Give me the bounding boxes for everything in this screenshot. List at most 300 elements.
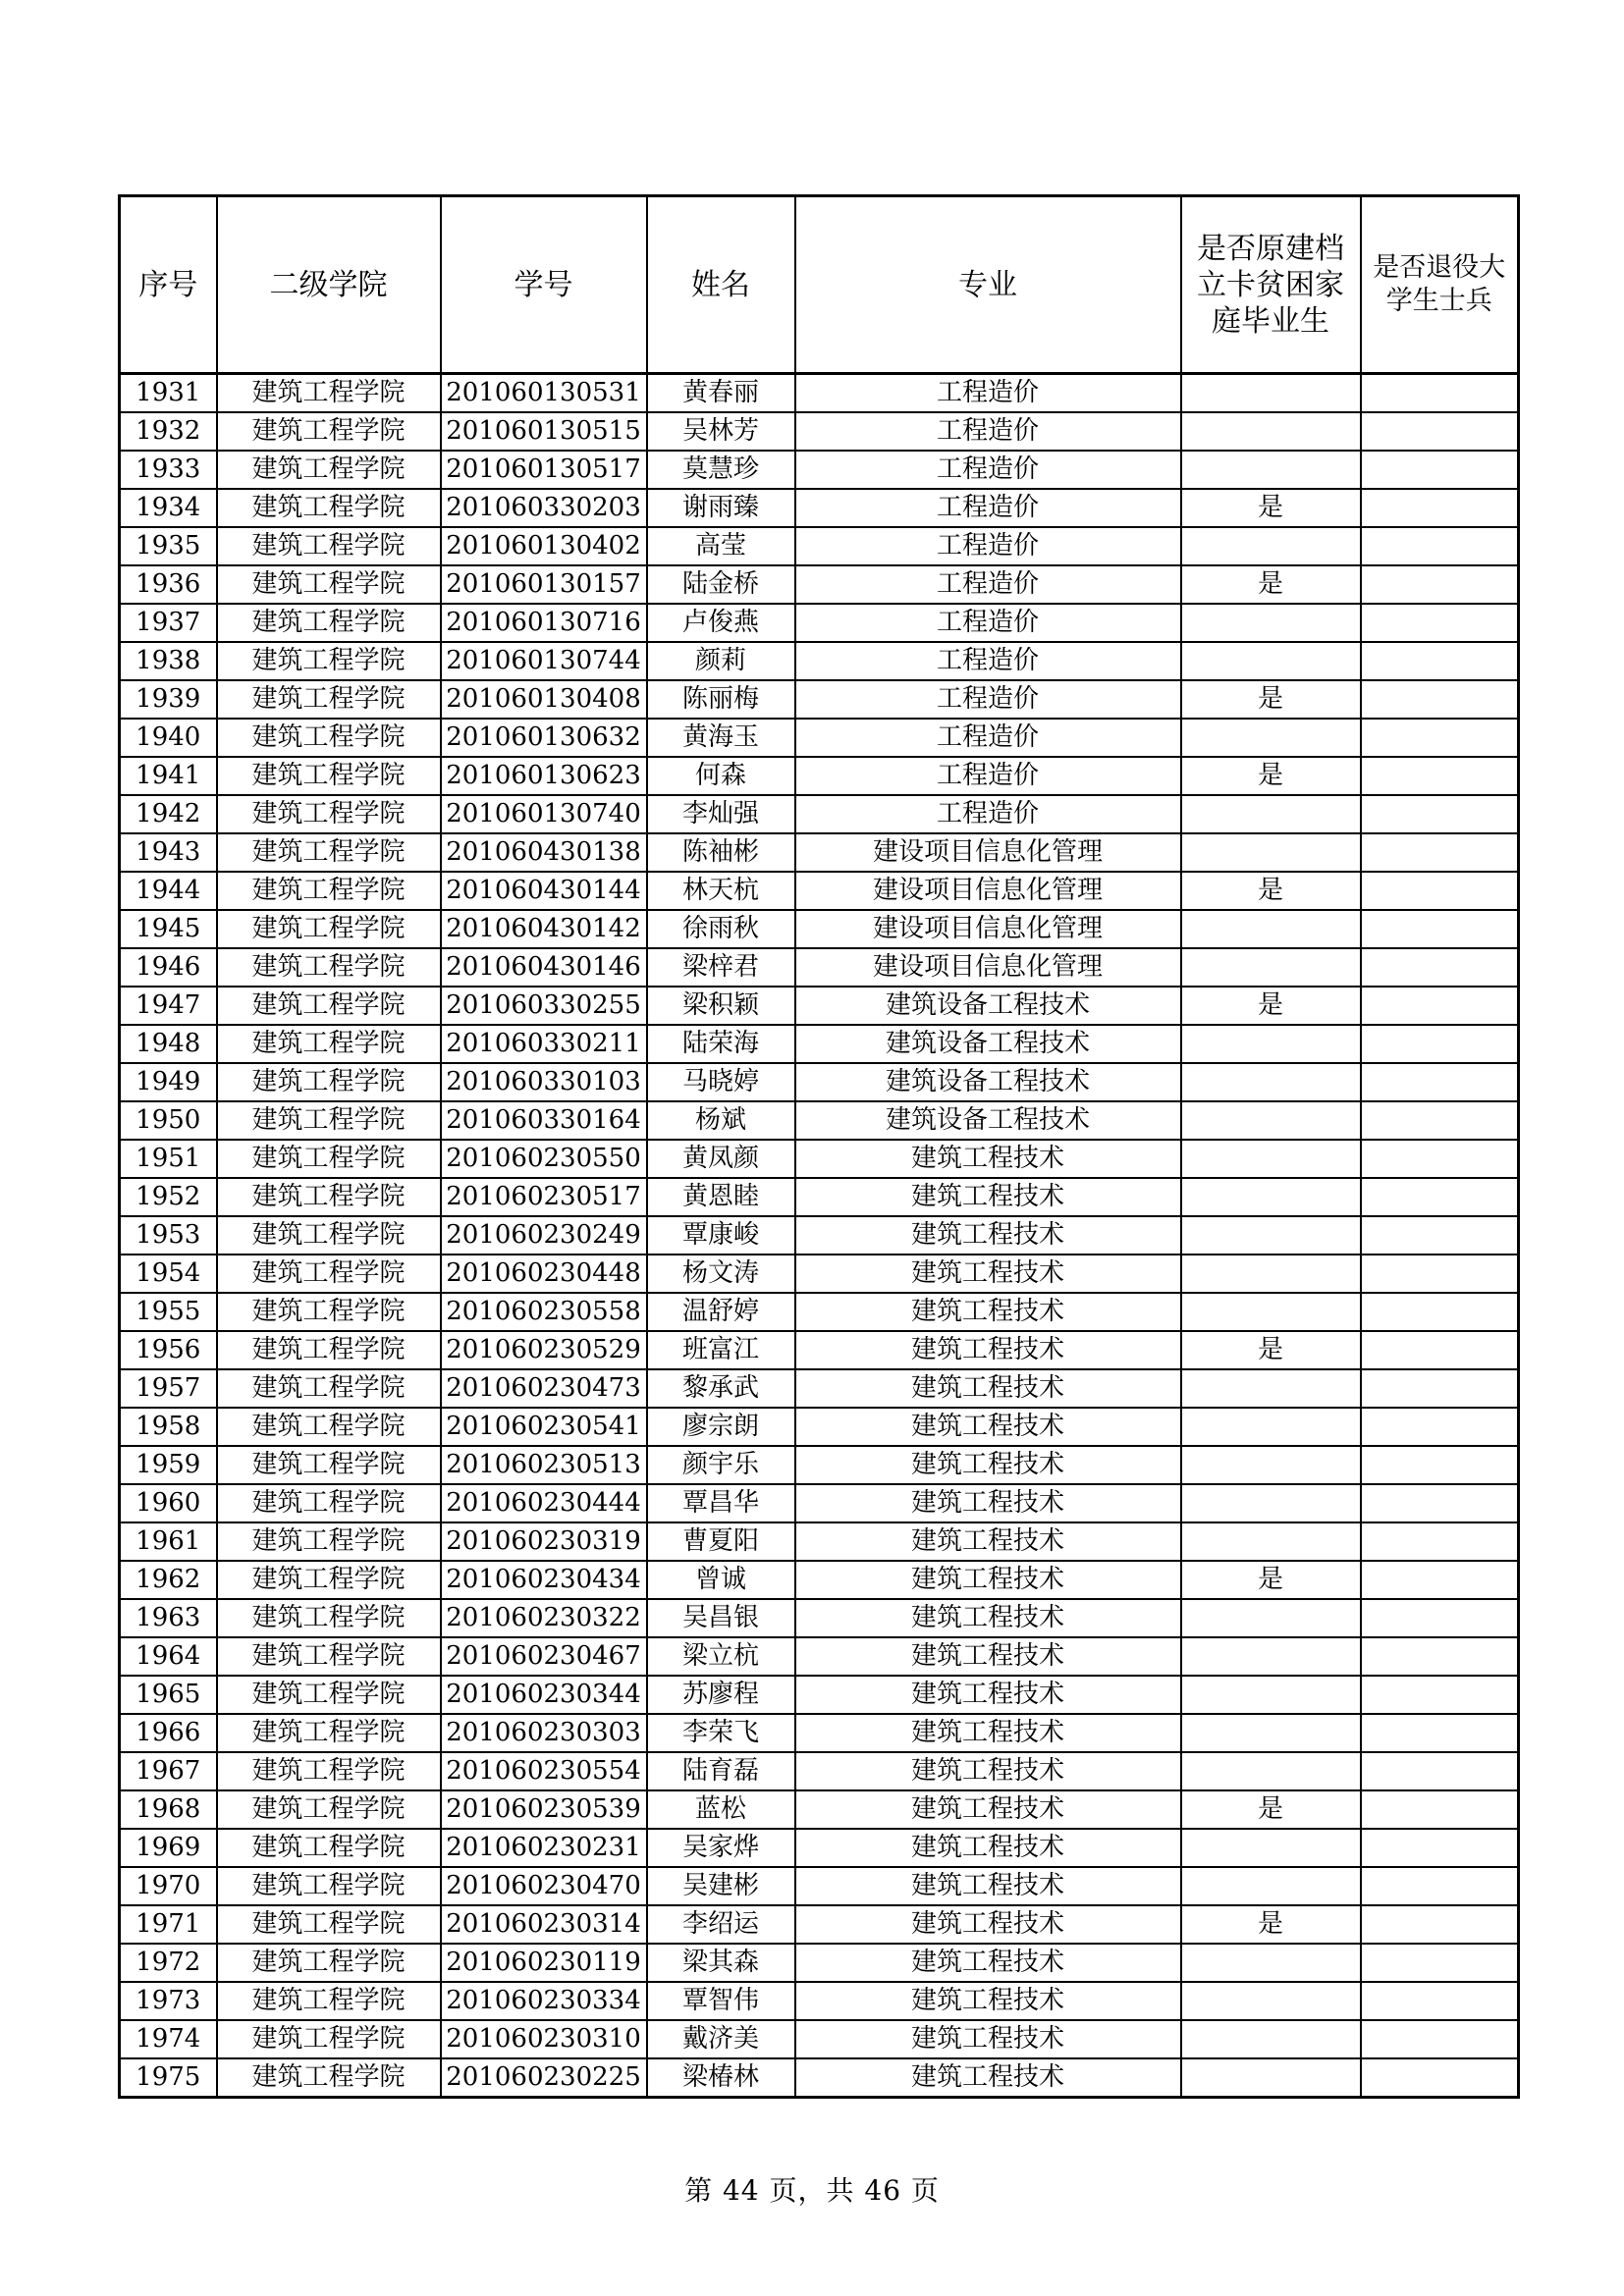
cell-college: 建筑工程学院	[217, 2020, 441, 2058]
cell-major: 建筑工程技术	[795, 1484, 1181, 1522]
cell-name: 梁椿林	[647, 2058, 795, 2098]
cell-poverty-status	[1181, 1637, 1361, 1676]
cell-college: 建筑工程学院	[217, 451, 441, 489]
cell-college: 建筑工程学院	[217, 374, 441, 413]
cell-name: 李绍运	[647, 1905, 795, 1944]
table-row	[120, 565, 1519, 604]
cell-student-id: 201060230513	[441, 1446, 647, 1484]
cell-veteran-status	[1361, 1255, 1519, 1293]
cell-seq: 1951	[120, 1140, 217, 1178]
cell-college: 建筑工程学院	[217, 1140, 441, 1178]
cell-name: 杨文涛	[647, 1255, 795, 1293]
cell-name: 戴济美	[647, 2020, 795, 2058]
cell-seq: 1966	[120, 1714, 217, 1752]
cell-major: 建筑工程技术	[795, 1637, 1181, 1676]
cell-name: 高莹	[647, 527, 795, 565]
cell-college: 建筑工程学院	[217, 1293, 441, 1331]
cell-poverty-status	[1181, 1676, 1361, 1714]
cell-name: 覃康峻	[647, 1216, 795, 1255]
cell-college: 建筑工程学院	[217, 872, 441, 910]
table-row	[120, 757, 1519, 795]
cell-poverty-status	[1181, 1944, 1361, 1982]
cell-college: 建筑工程学院	[217, 1637, 441, 1676]
cell-seq: 1946	[120, 948, 217, 987]
cell-veteran-status	[1361, 910, 1519, 948]
cell-student-id: 201060430146	[441, 948, 647, 987]
cell-student-id: 201060230303	[441, 1714, 647, 1752]
cell-veteran-status	[1361, 987, 1519, 1025]
cell-poverty-status	[1181, 1446, 1361, 1484]
cell-poverty-status	[1181, 451, 1361, 489]
cell-veteran-status	[1361, 412, 1519, 451]
cell-student-id: 201060230529	[441, 1331, 647, 1369]
cell-seq: 1942	[120, 795, 217, 833]
cell-name: 马晓婷	[647, 1063, 795, 1101]
cell-poverty-status	[1181, 719, 1361, 757]
cell-name: 黄凤颜	[647, 1140, 795, 1178]
cell-college: 建筑工程学院	[217, 1101, 441, 1140]
cell-seq: 1971	[120, 1905, 217, 1944]
cell-college: 建筑工程学院	[217, 1829, 441, 1867]
cell-veteran-status	[1361, 833, 1519, 872]
cell-name: 颜莉	[647, 642, 795, 680]
cell-seq: 1967	[120, 1752, 217, 1790]
cell-veteran-status	[1361, 1025, 1519, 1063]
cell-major: 建筑设备工程技术	[795, 1101, 1181, 1140]
cell-major: 建筑工程技术	[795, 1293, 1181, 1331]
cell-major: 建筑工程技术	[795, 1331, 1181, 1369]
cell-poverty-status	[1181, 1714, 1361, 1752]
cell-seq: 1936	[120, 565, 217, 604]
cell-poverty-status	[1181, 1063, 1361, 1101]
table-row	[120, 872, 1519, 910]
cell-name: 陆荣海	[647, 1025, 795, 1063]
table-row	[120, 1484, 1519, 1522]
cell-student-id: 201060230473	[441, 1369, 647, 1408]
cell-college: 建筑工程学院	[217, 1867, 441, 1905]
cell-name: 陈袖彬	[647, 833, 795, 872]
table-row	[120, 527, 1519, 565]
cell-name: 黄恩睦	[647, 1178, 795, 1216]
table-row	[120, 1752, 1519, 1790]
cell-college: 建筑工程学院	[217, 1178, 441, 1216]
table-row	[120, 451, 1519, 489]
cell-poverty-status	[1181, 2020, 1361, 2058]
cell-name: 陆金桥	[647, 565, 795, 604]
cell-college: 建筑工程学院	[217, 1752, 441, 1790]
cell-name: 曾诚	[647, 1561, 795, 1599]
cell-major: 工程造价	[795, 489, 1181, 527]
cell-major: 工程造价	[795, 719, 1181, 757]
cell-seq: 1953	[120, 1216, 217, 1255]
cell-major: 建筑工程技术	[795, 1944, 1181, 1982]
table-body	[120, 374, 1519, 2098]
table-row	[120, 1829, 1519, 1867]
cell-student-id: 201060230541	[441, 1408, 647, 1446]
cell-veteran-status	[1361, 795, 1519, 833]
header-name: 姓名	[647, 196, 795, 374]
cell-seq: 1954	[120, 1255, 217, 1293]
table-row	[120, 1637, 1519, 1676]
cell-poverty-status	[1181, 833, 1361, 872]
page-number: 第 44 页，共 46 页	[684, 2174, 940, 2207]
cell-poverty-status: 是	[1181, 489, 1361, 527]
table-row	[120, 719, 1519, 757]
cell-college: 建筑工程学院	[217, 910, 441, 948]
cell-college: 建筑工程学院	[217, 489, 441, 527]
cell-name: 陆育磊	[647, 1752, 795, 1790]
cell-seq: 1938	[120, 642, 217, 680]
cell-name: 黄春丽	[647, 374, 795, 413]
cell-seq: 1968	[120, 1790, 217, 1829]
table-row	[120, 489, 1519, 527]
cell-poverty-status	[1181, 1025, 1361, 1063]
cell-major: 工程造价	[795, 604, 1181, 642]
cell-poverty-status: 是	[1181, 565, 1361, 604]
cell-college: 建筑工程学院	[217, 1255, 441, 1293]
cell-college: 建筑工程学院	[217, 1331, 441, 1369]
cell-name: 梁立杭	[647, 1637, 795, 1676]
cell-veteran-status	[1361, 1714, 1519, 1752]
cell-veteran-status	[1361, 1446, 1519, 1484]
table-row	[120, 1331, 1519, 1369]
table-row	[120, 1293, 1519, 1331]
cell-student-id: 201060230249	[441, 1216, 647, 1255]
cell-student-id: 201060130716	[441, 604, 647, 642]
cell-major: 建筑工程技术	[795, 1369, 1181, 1408]
cell-major: 建设项目信息化管理	[795, 948, 1181, 987]
cell-poverty-status	[1181, 1752, 1361, 1790]
cell-college: 建筑工程学院	[217, 719, 441, 757]
table-row	[120, 1867, 1519, 1905]
cell-student-id: 201060130157	[441, 565, 647, 604]
cell-seq: 1945	[120, 910, 217, 948]
cell-major: 工程造价	[795, 642, 1181, 680]
cell-name: 吴昌银	[647, 1599, 795, 1637]
table-row	[120, 1905, 1519, 1944]
cell-seq: 1970	[120, 1867, 217, 1905]
cell-veteran-status	[1361, 1408, 1519, 1446]
cell-major: 建筑工程技术	[795, 1216, 1181, 1255]
cell-veteran-status	[1361, 719, 1519, 757]
header-college: 二级学院	[217, 196, 441, 374]
header-seq: 序号	[120, 196, 217, 374]
table-row	[120, 1255, 1519, 1293]
cell-poverty-status	[1181, 1369, 1361, 1408]
table-row	[120, 1408, 1519, 1446]
cell-poverty-status	[1181, 795, 1361, 833]
cell-major: 建筑工程技术	[795, 1408, 1181, 1446]
cell-name: 谢雨臻	[647, 489, 795, 527]
cell-seq: 1932	[120, 412, 217, 451]
cell-poverty-status: 是	[1181, 680, 1361, 719]
cell-college: 建筑工程学院	[217, 1369, 441, 1408]
cell-veteran-status	[1361, 1561, 1519, 1599]
cell-student-id: 201060230314	[441, 1905, 647, 1944]
cell-college: 建筑工程学院	[217, 1905, 441, 1944]
cell-major: 建筑工程技术	[795, 1714, 1181, 1752]
table-row	[120, 1369, 1519, 1408]
cell-student-id: 201060230322	[441, 1599, 647, 1637]
cell-seq: 1940	[120, 719, 217, 757]
cell-name: 李荣飞	[647, 1714, 795, 1752]
table-row	[120, 1025, 1519, 1063]
cell-veteran-status	[1361, 680, 1519, 719]
cell-student-id: 201060430138	[441, 833, 647, 872]
cell-student-id: 201060230119	[441, 1944, 647, 1982]
cell-veteran-status	[1361, 1331, 1519, 1369]
cell-name: 何森	[647, 757, 795, 795]
cell-seq: 1969	[120, 1829, 217, 1867]
cell-major: 工程造价	[795, 680, 1181, 719]
cell-major: 建筑工程技术	[795, 1561, 1181, 1599]
cell-college: 建筑工程学院	[217, 1790, 441, 1829]
table-row	[120, 604, 1519, 642]
cell-poverty-status: 是	[1181, 987, 1361, 1025]
cell-seq: 1931	[120, 374, 217, 413]
cell-poverty-status	[1181, 604, 1361, 642]
cell-veteran-status	[1361, 2020, 1519, 2058]
cell-veteran-status	[1361, 565, 1519, 604]
cell-college: 建筑工程学院	[217, 1676, 441, 1714]
cell-name: 徐雨秋	[647, 910, 795, 948]
cell-name: 颜宇乐	[647, 1446, 795, 1484]
cell-name: 吴建彬	[647, 1867, 795, 1905]
cell-veteran-status	[1361, 2058, 1519, 2098]
cell-major: 建筑工程技术	[795, 1140, 1181, 1178]
cell-veteran-status	[1361, 757, 1519, 795]
header-student-id: 学号	[441, 196, 647, 374]
cell-major: 工程造价	[795, 527, 1181, 565]
cell-college: 建筑工程学院	[217, 1944, 441, 1982]
cell-student-id: 201060230539	[441, 1790, 647, 1829]
cell-major: 建筑工程技术	[795, 1982, 1181, 2020]
cell-name: 卢俊燕	[647, 604, 795, 642]
cell-major: 建筑设备工程技术	[795, 987, 1181, 1025]
cell-student-id: 201060230517	[441, 1178, 647, 1216]
cell-name: 覃昌华	[647, 1484, 795, 1522]
cell-veteran-status	[1361, 1140, 1519, 1178]
cell-college: 建筑工程学院	[217, 412, 441, 451]
cell-college: 建筑工程学院	[217, 795, 441, 833]
cell-veteran-status	[1361, 1790, 1519, 1829]
cell-name: 林天杭	[647, 872, 795, 910]
cell-major: 工程造价	[795, 757, 1181, 795]
table-row	[120, 1178, 1519, 1216]
table-row	[120, 1599, 1519, 1637]
cell-seq: 1937	[120, 604, 217, 642]
cell-veteran-status	[1361, 1369, 1519, 1408]
cell-poverty-status	[1181, 1599, 1361, 1637]
cell-name: 廖宗朗	[647, 1408, 795, 1446]
cell-college: 建筑工程学院	[217, 2058, 441, 2098]
cell-student-id: 201060230558	[441, 1293, 647, 1331]
cell-student-id: 201060130531	[441, 374, 647, 413]
cell-college: 建筑工程学院	[217, 604, 441, 642]
cell-student-id: 201060330211	[441, 1025, 647, 1063]
cell-poverty-status	[1181, 527, 1361, 565]
cell-name: 黄海玉	[647, 719, 795, 757]
table-row	[120, 680, 1519, 719]
header-veteran-status: 是否退役大学生士兵	[1361, 196, 1519, 374]
header-row	[120, 196, 1519, 374]
table-header	[120, 196, 1519, 374]
cell-student-id: 201060330103	[441, 1063, 647, 1101]
cell-major: 工程造价	[795, 795, 1181, 833]
cell-poverty-status	[1181, 1408, 1361, 1446]
cell-poverty-status	[1181, 1255, 1361, 1293]
table-row	[120, 2020, 1519, 2058]
cell-student-id: 201060230448	[441, 1255, 647, 1293]
cell-name: 梁梓君	[647, 948, 795, 987]
cell-veteran-status	[1361, 1752, 1519, 1790]
cell-student-id: 201060130408	[441, 680, 647, 719]
table-row	[120, 374, 1519, 413]
table-row	[120, 987, 1519, 1025]
cell-poverty-status	[1181, 1140, 1361, 1178]
cell-major: 建筑工程技术	[795, 1829, 1181, 1867]
cell-major: 建筑工程技术	[795, 1255, 1181, 1293]
cell-college: 建筑工程学院	[217, 757, 441, 795]
table-row	[120, 1790, 1519, 1829]
cell-major: 建筑工程技术	[795, 1676, 1181, 1714]
cell-seq: 1933	[120, 451, 217, 489]
table-row	[120, 1982, 1519, 2020]
cell-student-id: 201060130402	[441, 527, 647, 565]
roster-table	[118, 194, 1520, 2099]
cell-veteran-status	[1361, 489, 1519, 527]
cell-veteran-status	[1361, 1216, 1519, 1255]
cell-poverty-status	[1181, 948, 1361, 987]
cell-major: 工程造价	[795, 412, 1181, 451]
cell-seq: 1959	[120, 1446, 217, 1484]
table-row	[120, 1216, 1519, 1255]
table-row	[120, 412, 1519, 451]
table-row	[120, 1714, 1519, 1752]
cell-seq: 1952	[120, 1178, 217, 1216]
cell-major: 建筑工程技术	[795, 1522, 1181, 1561]
table-row	[120, 948, 1519, 987]
cell-name: 李灿强	[647, 795, 795, 833]
table-row	[120, 642, 1519, 680]
cell-college: 建筑工程学院	[217, 1446, 441, 1484]
table-row	[120, 1101, 1519, 1140]
cell-seq: 1947	[120, 987, 217, 1025]
cell-veteran-status	[1361, 1944, 1519, 1982]
cell-poverty-status	[1181, 1293, 1361, 1331]
cell-poverty-status	[1181, 1982, 1361, 2020]
cell-seq: 1963	[120, 1599, 217, 1637]
cell-college: 建筑工程学院	[217, 1599, 441, 1637]
cell-seq: 1939	[120, 680, 217, 719]
cell-veteran-status	[1361, 1101, 1519, 1140]
cell-veteran-status	[1361, 527, 1519, 565]
cell-seq: 1973	[120, 1982, 217, 2020]
cell-seq: 1975	[120, 2058, 217, 2098]
cell-name: 覃智伟	[647, 1982, 795, 2020]
cell-poverty-status	[1181, 2058, 1361, 2098]
cell-poverty-status: 是	[1181, 1790, 1361, 1829]
table-row	[120, 1522, 1519, 1561]
cell-seq: 1972	[120, 1944, 217, 1982]
cell-student-id: 201060230434	[441, 1561, 647, 1599]
cell-major: 建筑工程技术	[795, 1599, 1181, 1637]
cell-seq: 1964	[120, 1637, 217, 1676]
cell-major: 工程造价	[795, 565, 1181, 604]
cell-major: 建筑工程技术	[795, 2058, 1181, 2098]
cell-veteran-status	[1361, 1063, 1519, 1101]
cell-veteran-status	[1361, 1905, 1519, 1944]
cell-college: 建筑工程学院	[217, 1063, 441, 1101]
cell-student-id: 201060230231	[441, 1829, 647, 1867]
cell-college: 建筑工程学院	[217, 1714, 441, 1752]
cell-seq: 1958	[120, 1408, 217, 1446]
cell-name: 吴家烨	[647, 1829, 795, 1867]
header-poverty-status: 是否原建档立卡贫困家庭毕业生	[1181, 196, 1361, 374]
cell-veteran-status	[1361, 1867, 1519, 1905]
table-row	[120, 833, 1519, 872]
table-row	[120, 1446, 1519, 1484]
cell-seq: 1974	[120, 2020, 217, 2058]
table-row	[120, 1140, 1519, 1178]
table-row	[120, 1676, 1519, 1714]
cell-college: 建筑工程学院	[217, 948, 441, 987]
cell-name: 吴林芳	[647, 412, 795, 451]
cell-student-id: 201060230550	[441, 1140, 647, 1178]
cell-student-id: 201060230310	[441, 2020, 647, 2058]
cell-major: 建筑工程技术	[795, 1446, 1181, 1484]
cell-seq: 1949	[120, 1063, 217, 1101]
cell-college: 建筑工程学院	[217, 1025, 441, 1063]
cell-veteran-status	[1361, 872, 1519, 910]
cell-major: 建筑工程技术	[795, 1752, 1181, 1790]
cell-veteran-status	[1361, 948, 1519, 987]
cell-college: 建筑工程学院	[217, 680, 441, 719]
cell-name: 曹夏阳	[647, 1522, 795, 1561]
header-major: 专业	[795, 196, 1181, 374]
cell-seq: 1935	[120, 527, 217, 565]
cell-seq: 1955	[120, 1293, 217, 1331]
cell-major: 建筑工程技术	[795, 1905, 1181, 1944]
cell-student-id: 201060230467	[441, 1637, 647, 1676]
table-row	[120, 910, 1519, 948]
cell-poverty-status	[1181, 412, 1361, 451]
cell-college: 建筑工程学院	[217, 1982, 441, 2020]
cell-veteran-status	[1361, 1178, 1519, 1216]
cell-seq: 1962	[120, 1561, 217, 1599]
cell-student-id: 201060130515	[441, 412, 647, 451]
cell-major: 建筑设备工程技术	[795, 1063, 1181, 1101]
cell-seq: 1948	[120, 1025, 217, 1063]
cell-student-id: 201060230444	[441, 1484, 647, 1522]
cell-veteran-status	[1361, 1982, 1519, 2020]
cell-veteran-status	[1361, 1293, 1519, 1331]
cell-veteran-status	[1361, 1829, 1519, 1867]
cell-college: 建筑工程学院	[217, 1561, 441, 1599]
table-row	[120, 1063, 1519, 1101]
cell-name: 温舒婷	[647, 1293, 795, 1331]
cell-major: 建设项目信息化管理	[795, 910, 1181, 948]
cell-name: 班富江	[647, 1331, 795, 1369]
table-row	[120, 795, 1519, 833]
cell-seq: 1943	[120, 833, 217, 872]
cell-name: 杨斌	[647, 1101, 795, 1140]
cell-poverty-status	[1181, 910, 1361, 948]
cell-name: 苏廖程	[647, 1676, 795, 1714]
cell-college: 建筑工程学院	[217, 1408, 441, 1446]
cell-poverty-status: 是	[1181, 1331, 1361, 1369]
cell-college: 建筑工程学院	[217, 527, 441, 565]
